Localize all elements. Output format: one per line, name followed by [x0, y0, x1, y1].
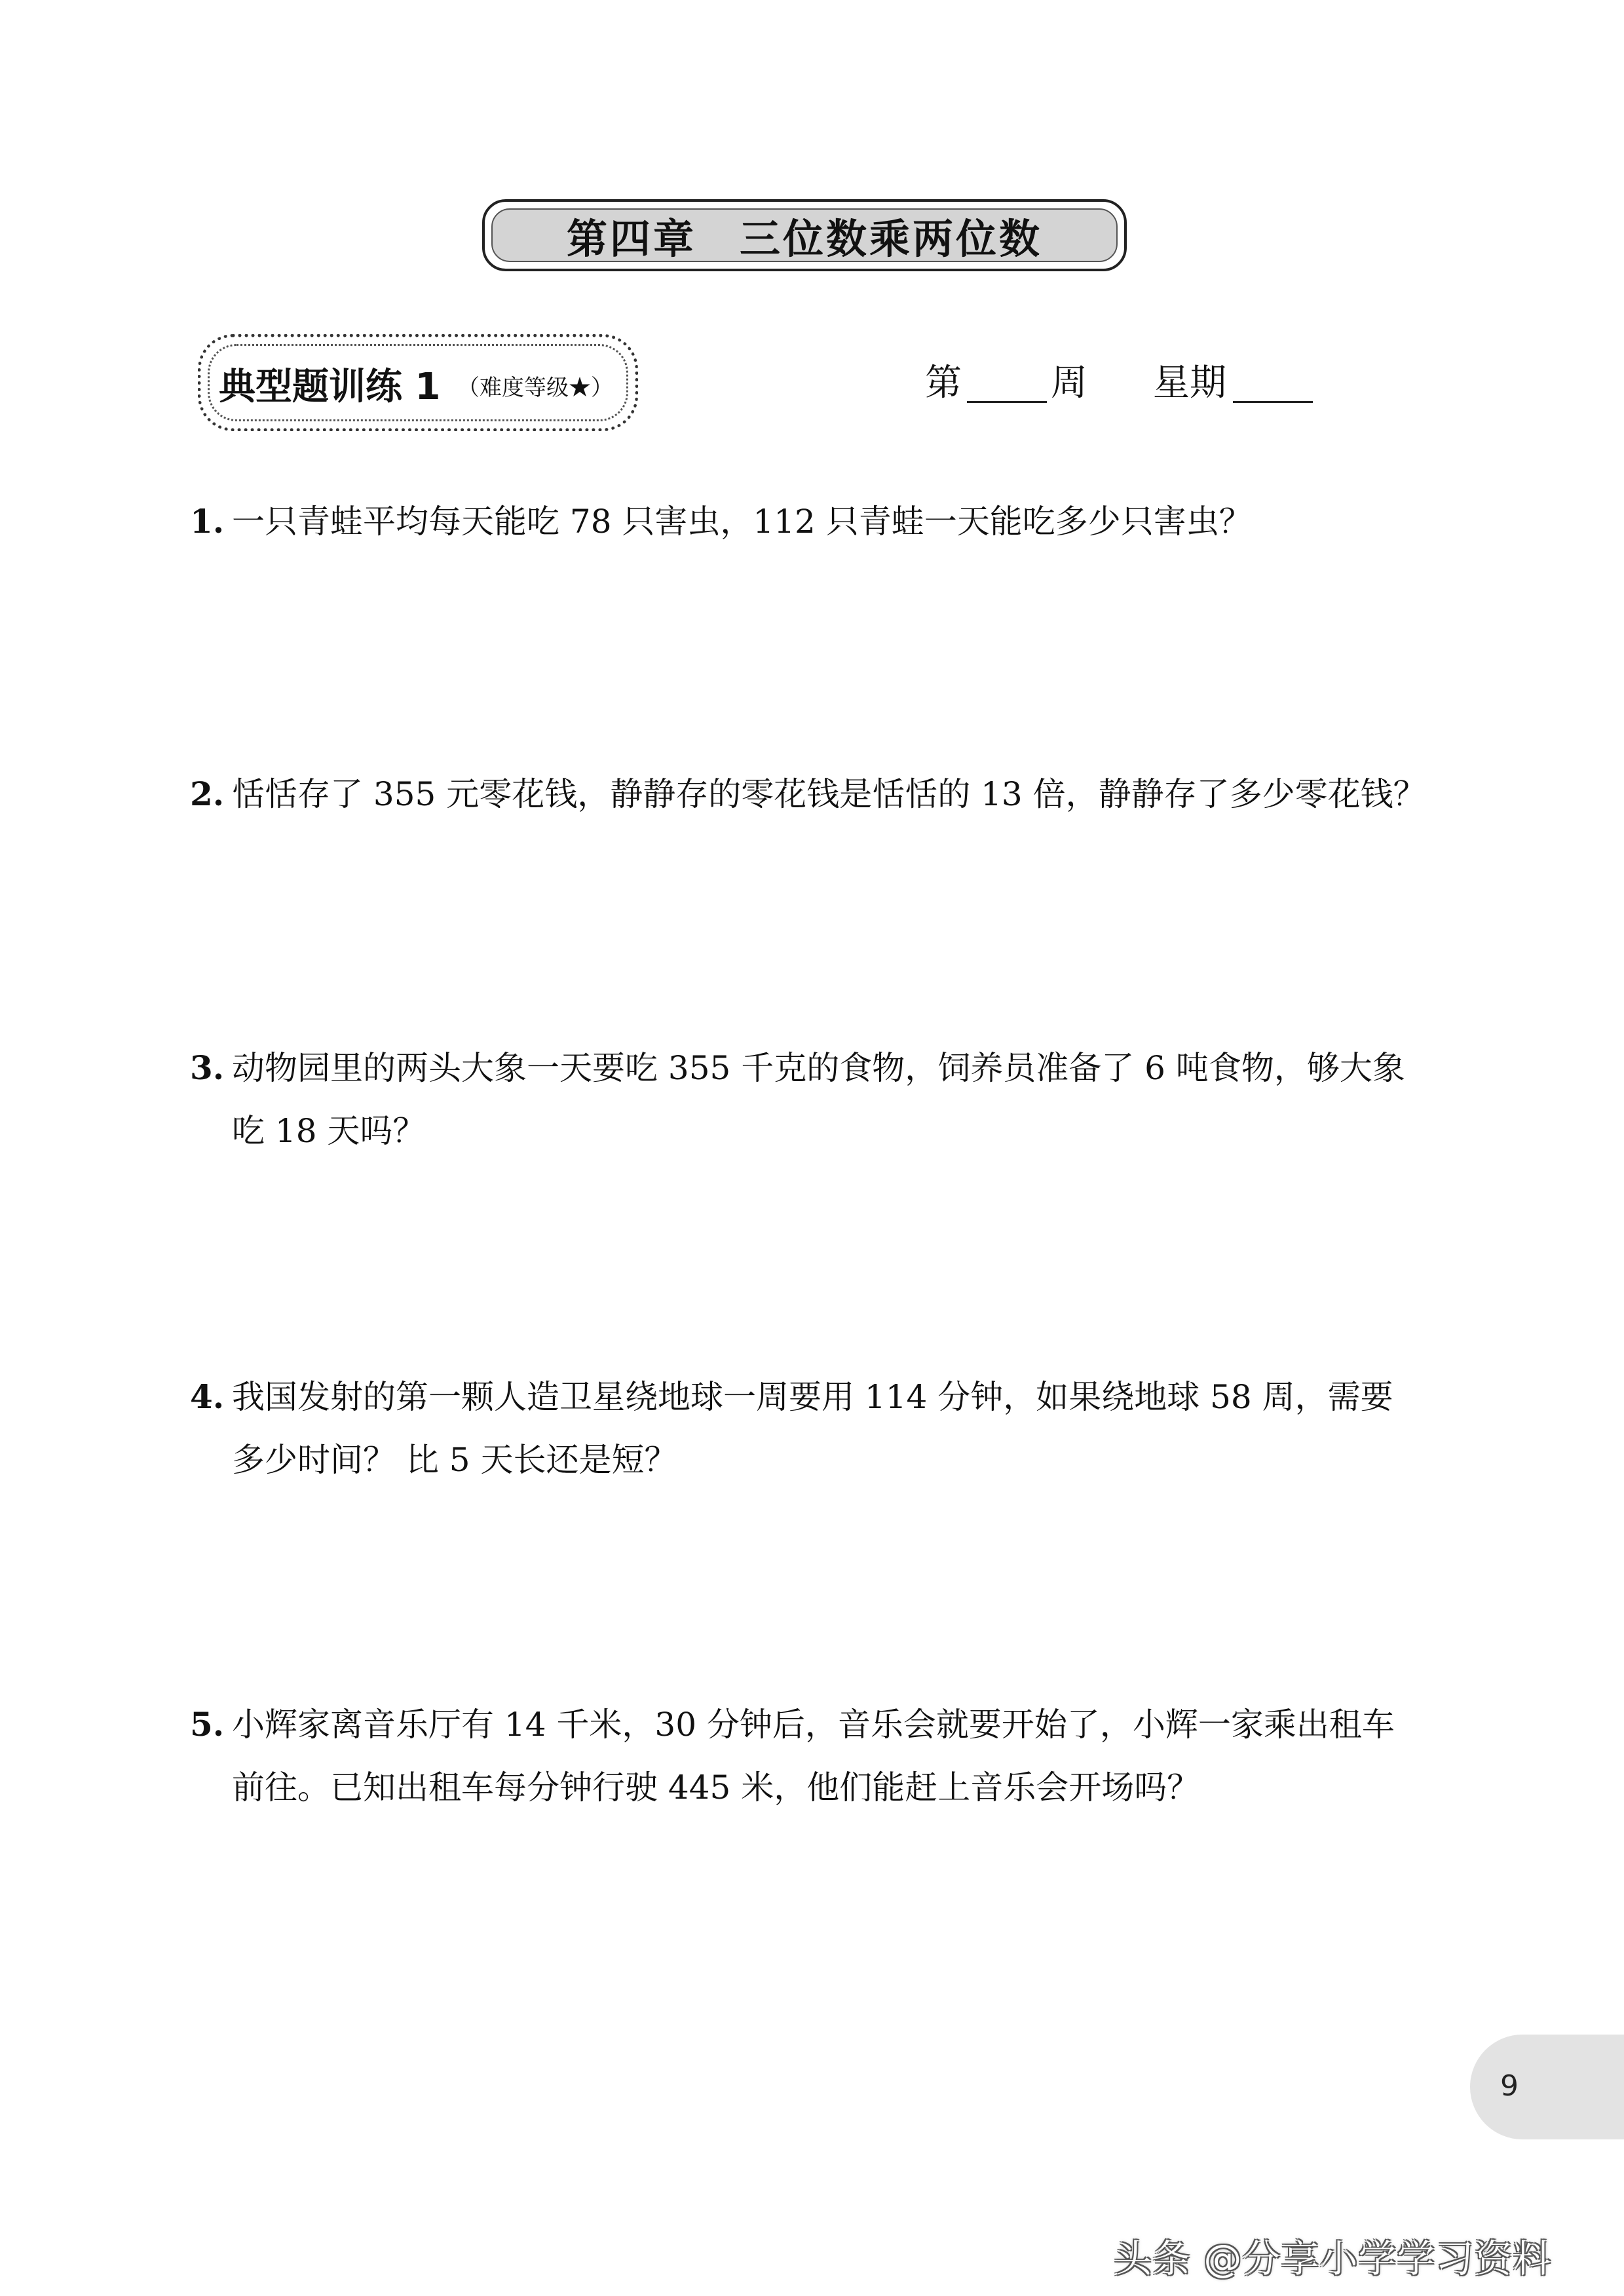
week-suffix: 周 — [1051, 362, 1087, 404]
chapter-title: 第四章 三位数乘两位数 — [566, 214, 1042, 263]
week-prefix: 第 — [925, 362, 962, 404]
question-number: 4. — [190, 1377, 225, 1416]
chapter-banner-inner — [491, 208, 1118, 262]
question-text-continued: 吃 18 天吗？ — [232, 1112, 426, 1150]
week-blank[interactable] — [967, 401, 1047, 403]
page-number-tab — [1470, 2035, 1624, 2139]
question-3 — [190, 1037, 1435, 1162]
question-text: 我国发射的第一颗人造卫星绕地球一周要用 114 分钟，如果绕地球 58 周，需要 — [232, 1378, 1393, 1416]
question-text: 小辉家离音乐厅有 14 千米，30 分钟后，音乐会就要开始了，小辉一家乘出租车 — [232, 1706, 1395, 1744]
weekday-label: 星期 — [1153, 362, 1226, 404]
question-text: 一只青蛙平均每天能吃 78 只害虫，112 只青蛙一天能吃多少只害虫？ — [232, 503, 1252, 541]
question-1 — [190, 490, 1435, 553]
question-5 — [190, 1693, 1435, 1819]
page-number: 9 — [1500, 2069, 1519, 2103]
practice-label: 典型题训练 1 — [219, 366, 441, 408]
question-number: 1. — [190, 502, 225, 541]
difficulty-label: （难度等级★） — [457, 375, 613, 401]
question-2 — [190, 763, 1435, 826]
question-number: 3. — [190, 1048, 225, 1087]
chapter-banner — [482, 199, 1127, 271]
question-4 — [190, 1366, 1435, 1491]
weekday-blank[interactable] — [1233, 401, 1313, 403]
question-number: 2. — [190, 775, 225, 813]
question-text-continued: 前往。已知出租车每分钟行驶 445 米，他们能赶上音乐会开场吗？ — [232, 1769, 1200, 1807]
question-text-continued: 多少时间？ 比 5 天长还是短？ — [232, 1441, 677, 1479]
question-text: 动物园里的两头大象一天要吃 355 千克的食物，饲养员准备了 6 吨食物，够大象 — [232, 1049, 1405, 1087]
watermark-text: 头条 @分享小学学习资料 — [1114, 2236, 1552, 2281]
question-text: 恬恬存了 355 元零花钱，静静存的零花钱是恬恬的 13 倍，静静存了多少零花钱？ — [232, 775, 1426, 813]
question-number: 5. — [190, 1705, 225, 1744]
